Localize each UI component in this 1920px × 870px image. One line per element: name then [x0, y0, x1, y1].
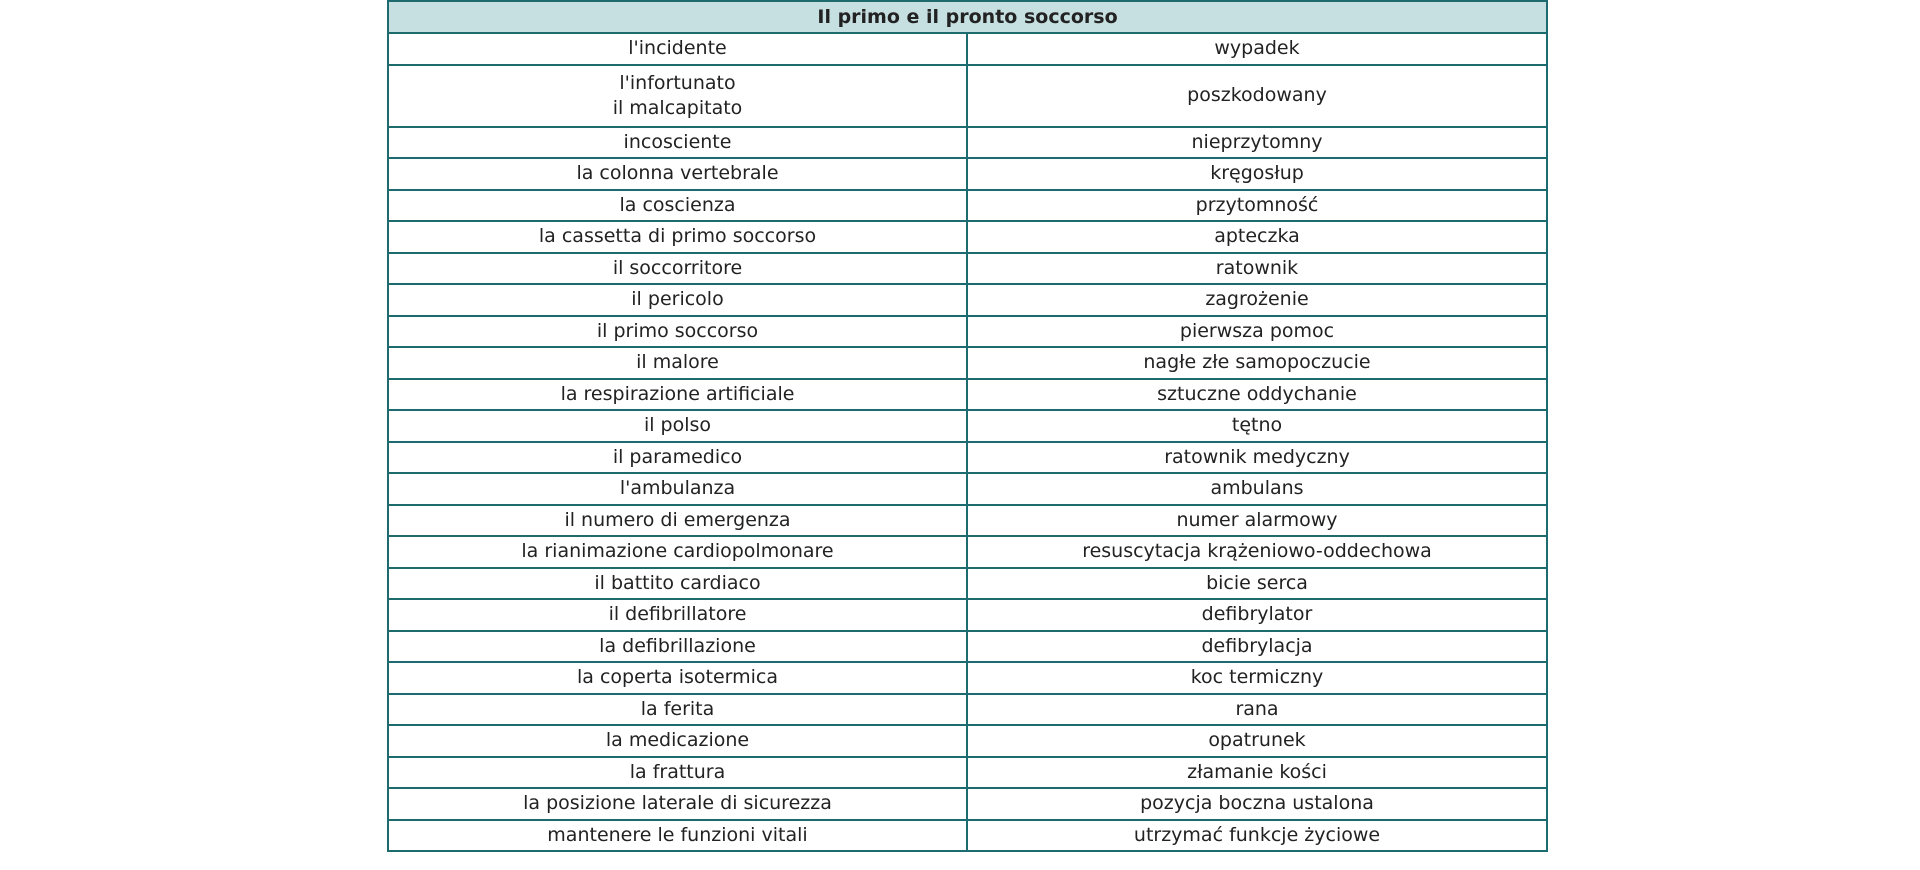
table-row — [388, 631, 1547, 663]
table-row — [388, 505, 1547, 537]
polish-term: numer alarmowy — [967, 505, 1547, 537]
polish-term: sztuczne oddychanie — [967, 379, 1547, 411]
polish-term: pierwsza pomoc — [967, 316, 1547, 348]
italian-term: la respirazione artificiale — [388, 379, 967, 411]
polish-term: rana — [967, 694, 1547, 726]
italian-term: la colonna vertebrale — [388, 158, 967, 190]
table-row — [388, 410, 1547, 442]
italian-term: il malore — [388, 347, 967, 379]
table-row — [388, 190, 1547, 222]
polish-term: ratownik — [967, 253, 1547, 285]
italian-term: mantenere le funzioni vitali — [388, 820, 967, 852]
header-row — [388, 1, 1547, 33]
italian-term: il polso — [388, 410, 967, 442]
table-row — [388, 725, 1547, 757]
table-row — [388, 221, 1547, 253]
polish-term: zagrożenie — [967, 284, 1547, 316]
polish-term: ratownik medyczny — [967, 442, 1547, 474]
italian-term: il defibrillatore — [388, 599, 967, 631]
italian-term: la coperta isotermica — [388, 662, 967, 694]
italian-term: l'ambulanza — [388, 473, 967, 505]
table-row — [388, 757, 1547, 789]
polish-term: nagłe złe samopoczucie — [967, 347, 1547, 379]
table-row — [388, 33, 1547, 65]
italian-term: la posizione laterale di sicurezza — [388, 788, 967, 820]
polish-term: defibrylacja — [967, 631, 1547, 663]
table-row — [388, 127, 1547, 159]
table-row — [388, 820, 1547, 852]
polish-term: koc termiczny — [967, 662, 1547, 694]
italian-term: l'incidente — [388, 33, 967, 65]
italian-term-line-2: il malcapitato — [612, 96, 743, 119]
polish-term: ambulans — [967, 473, 1547, 505]
polish-term: nieprzytomny — [967, 127, 1547, 159]
table-row — [388, 788, 1547, 820]
table-row — [388, 473, 1547, 505]
table-row — [388, 536, 1547, 568]
italian-term: la ferita — [388, 694, 967, 726]
table-row — [388, 347, 1547, 379]
polish-term: utrzymać funkcje życiowe — [967, 820, 1547, 852]
table-body — [388, 33, 1547, 851]
table-row — [388, 379, 1547, 411]
polish-term: apteczka — [967, 221, 1547, 253]
table-row — [388, 568, 1547, 600]
table-row — [388, 442, 1547, 474]
table-row — [388, 694, 1547, 726]
polish-term: opatrunek — [967, 725, 1547, 757]
table-row — [388, 253, 1547, 285]
table-header — [388, 1, 1547, 33]
table-row — [388, 316, 1547, 348]
table-row — [388, 599, 1547, 631]
polish-term: poszkodowany — [967, 65, 1547, 127]
italian-term: la rianimazione cardiopolmonare — [388, 536, 967, 568]
italian-term-line-1: l'infortunato — [619, 71, 736, 94]
polish-term: resuscytacja krążeniowo-oddechowa — [967, 536, 1547, 568]
italian-term — [388, 65, 967, 127]
table-title: Il primo e il pronto soccorso — [388, 1, 1547, 33]
italian-term: incosciente — [388, 127, 967, 159]
italian-term: il primo soccorso — [388, 316, 967, 348]
polish-term: pozycja boczna ustalona — [967, 788, 1547, 820]
italian-term: la medicazione — [388, 725, 967, 757]
table-row — [388, 158, 1547, 190]
polish-term: bicie serca — [967, 568, 1547, 600]
vocabulary-table — [387, 0, 1548, 852]
table-row — [388, 65, 1547, 127]
italian-term: il soccorritore — [388, 253, 967, 285]
table-row — [388, 284, 1547, 316]
table-row — [388, 662, 1547, 694]
italian-term: la frattura — [388, 757, 967, 789]
polish-term: kręgosłup — [967, 158, 1547, 190]
italian-term: la defibrillazione — [388, 631, 967, 663]
polish-term: wypadek — [967, 33, 1547, 65]
polish-term: defibrylator — [967, 599, 1547, 631]
polish-term: przytomność — [967, 190, 1547, 222]
polish-term: tętno — [967, 410, 1547, 442]
italian-term: il numero di emergenza — [388, 505, 967, 537]
polish-term: złamanie kości — [967, 757, 1547, 789]
italian-term: il pericolo — [388, 284, 967, 316]
italian-term: il battito cardiaco — [388, 568, 967, 600]
italian-term: il paramedico — [388, 442, 967, 474]
italian-term: la cassetta di primo soccorso — [388, 221, 967, 253]
italian-term: la coscienza — [388, 190, 967, 222]
